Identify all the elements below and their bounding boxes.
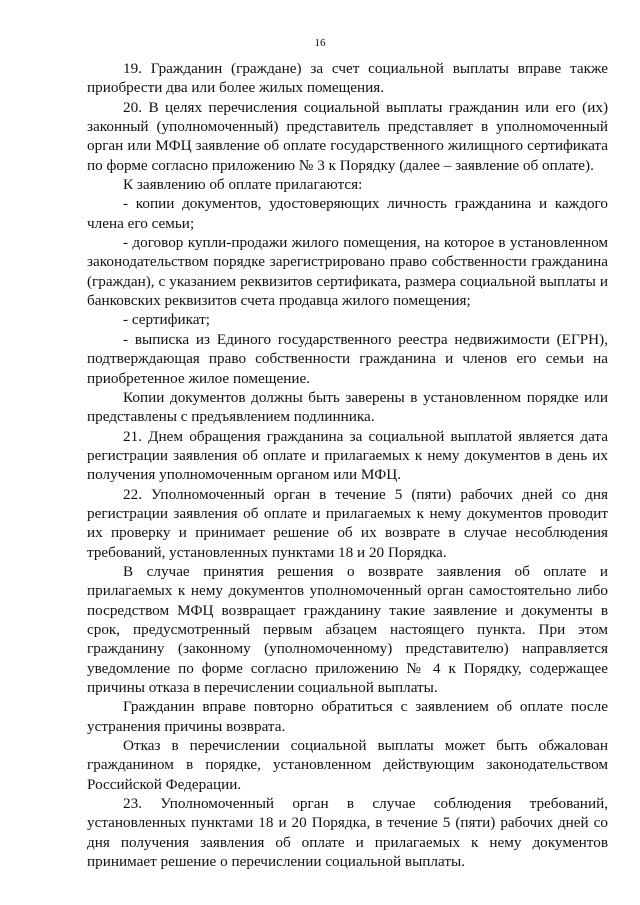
paragraph-copies-certified: Копии документов должны быть заверены в установленном порядке или представлены с предъявлением подлинника. <box>87 388 608 426</box>
paragraph-item-21: 21. Днем обращения гражданина за социальной выплатой является дата регистрации заявления об оплате и прилагаемых к нему документов в день их получения уполномоченным органом или МФЦ. <box>87 427 608 484</box>
paragraph-item-23: 23. Уполномоченный орган в случае соблюдения требований, установленных пунктами 18 и 20 Порядка, в течение 5 (пяти) рабочих дней со дня получения заявления об оплате и прилагаемых к нему документов принимает решение о перечислении социальной выплаты. <box>87 795 608 871</box>
paragraph-appeal: Отказ в перечислении социальной выплаты может быть обжалован гражданином в порядке, установленном действующим законодательством Российской Федерации. <box>87 737 608 793</box>
paragraph-item-22: 22. Уполномоченный орган в течение 5 (пяти) рабочих дней со дня регистрации заявления об оплате и прилагаемых к нему документов проводит их проверку и принимает решение об их возврате в случае несоблюдения требований, установленных пунктами 18 и 20 Порядка. <box>87 485 608 561</box>
paragraph-return-decision: В случае принятия решения о возврате заявления об оплате и прилагаемых к нему документов уполномоченный орган самостоятельно либо посредством МФЦ возвращает гражданину такие заявление и документы в срок, предусмотренный первым абзацем настоящего пункта. При этом гражданину (законному (уполномоченному) представителю) направляется уведомление по форме согласно приложению № 4 к Порядку, содержащее причины отказа в перечислении социальной выплаты. <box>87 562 608 696</box>
document-body <box>87 59 608 871</box>
list-item-sale-contract: - договор купли-продажи жилого помещения, на которое в установленном законодательством порядке зарегистрировано право собственности гражданина (граждан), с указанием реквизитов сертификата, размера социальной выплаты и банковских реквизитов счета продавца жилого помещения; <box>87 234 608 310</box>
list-item-certificate: - сертификат; <box>123 311 211 329</box>
paragraph-item-19: 19. Гражданин (граждане) за счет социальной выплаты вправе также приобрести два или более жилых помещения. <box>87 60 608 97</box>
page-number: 16 <box>314 37 326 49</box>
list-item-egrn-extract: - выписка из Единого государственного реестра недвижимости (ЕГРН), подтверждающая право собственности гражданина и членов его семьи на приобретенное жилое помещение. <box>87 330 608 387</box>
paragraph-item-20: 20. В целях перечисления социальной выплаты гражданин или его (их) законный (уполномоченный) представитель представляет в уполномоченный орган или МФЦ заявление об оплате государственного жилищного сертификата по форме согласно приложению № 3 к Порядку (далее – заявление об оплате). <box>87 98 608 174</box>
paragraph-reapply: Гражданин вправе повторно обратиться с заявлением об оплате после устранения причины возврата. <box>87 698 608 735</box>
paragraph-attachments-intro: К заявлению об оплате прилагаются: <box>123 176 363 194</box>
list-item-identity-docs: - копии документов, удостоверяющих личность гражданина и каждого члена его семьи; <box>87 195 608 232</box>
